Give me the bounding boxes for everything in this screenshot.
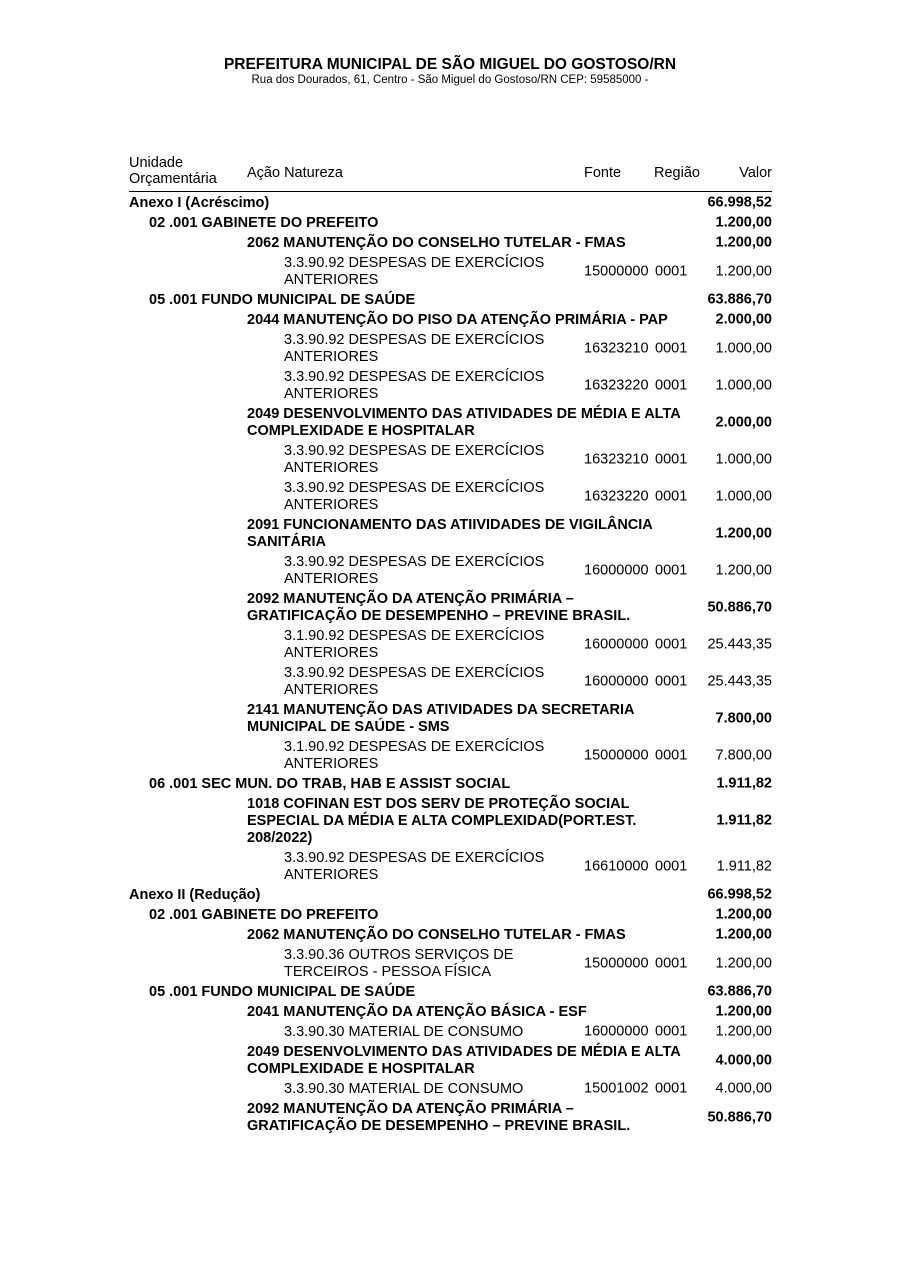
row-valor: 1.200,00: [715, 1003, 772, 1020]
unidade-row: [129, 290, 772, 310]
row-description: Anexo II (Redução): [129, 886, 261, 903]
natureza-row: [129, 552, 772, 589]
row-fonte: 16000000: [584, 636, 649, 652]
row-description: 3.3.90.92 DESPESAS DE EXERCÍCIOS ANTERIORES: [284, 331, 545, 365]
row-fonte: 16323210: [584, 340, 649, 356]
row-regiao: 0001: [655, 673, 688, 689]
row-valor: 2.000,00: [715, 311, 772, 328]
natureza-row: [129, 478, 772, 515]
row-description: 3.3.90.92 DESPESAS DE EXERCÍCIOS ANTERIORES: [284, 849, 545, 883]
column-valor: Valor: [739, 165, 772, 181]
natureza-row: [129, 1079, 772, 1099]
row-description: 05 .001 FUNDO MUNICIPAL DE SAÚDE: [149, 291, 416, 308]
row-description: 06 .001 SEC MUN. DO TRAB, HAB E ASSIST SOCIAL: [149, 775, 511, 792]
row-valor: 63.886,70: [707, 983, 772, 1000]
row-fonte: 16000000: [584, 1023, 649, 1040]
table-header: [129, 155, 772, 192]
acao-row: [129, 1002, 772, 1022]
row-description: 1018 COFINAN EST DOS SERV DE PROTEÇÃO SOCIAL ESPECIAL DA MÉDIA E ALTA COMPLEXIDAD(PORT.EST. 208/2022): [247, 795, 637, 846]
natureza-row: [129, 737, 772, 774]
row-fonte: 16000000: [584, 562, 649, 578]
row-regiao: 0001: [655, 562, 688, 578]
row-valor: 4.000,00: [715, 1080, 772, 1097]
budget-table: [129, 193, 772, 1136]
row-valor: 7.800,00: [715, 710, 772, 726]
acao-row: [129, 589, 772, 626]
row-description: 3.3.90.92 DESPESAS DE EXERCÍCIOS ANTERIORES: [284, 553, 545, 587]
row-description: 2044 MANUTENÇÃO DO PISO DA ATENÇÃO PRIMÁRIA - PAP: [247, 311, 668, 328]
anexo-row: [129, 885, 772, 905]
row-description: 3.1.90.92 DESPESAS DE EXERCÍCIOS ANTERIORES: [284, 627, 545, 661]
row-regiao: 0001: [655, 451, 688, 467]
row-regiao: 0001: [655, 747, 688, 763]
row-description: 3.3.90.92 DESPESAS DE EXERCÍCIOS ANTERIORES: [284, 442, 545, 476]
row-fonte: 15001002: [584, 1080, 649, 1097]
row-fonte: 16000000: [584, 673, 649, 689]
row-valor: 1.200,00: [715, 562, 772, 578]
row-description: 2049 DESENVOLVIMENTO DAS ATIVIDADES DE MÉDIA E ALTA COMPLEXIDADE E HOSPITALAR: [247, 1043, 681, 1077]
unidade-row: [129, 982, 772, 1002]
row-description: 2041 MANUTENÇÃO DA ATENÇÃO BÁSICA - ESF: [247, 1003, 587, 1020]
row-description: 3.3.90.36 OUTROS SERVIÇOS DE TERCEIROS - PESSOA FÍSICA: [284, 946, 514, 980]
unidade-row: [129, 774, 772, 794]
row-fonte: 16610000: [584, 858, 649, 874]
row-valor: 1.000,00: [715, 377, 772, 393]
row-valor: 50.886,70: [707, 599, 772, 615]
row-valor: 1.911,82: [716, 775, 772, 792]
row-regiao: 0001: [655, 340, 688, 356]
row-valor: 1.200,00: [715, 234, 772, 251]
row-description: 2091 FUNCIONAMENTO DAS ATIIVIDADES DE VIGILÂNCIA SANITÁRIA: [247, 516, 653, 550]
row-regiao: 0001: [655, 1023, 688, 1040]
natureza-row: [129, 663, 772, 700]
natureza-row: [129, 441, 772, 478]
unidade-row: [129, 213, 772, 233]
row-fonte: 15000000: [584, 955, 649, 971]
row-description: 3.1.90.92 DESPESAS DE EXERCÍCIOS ANTERIORES: [284, 738, 545, 772]
column-regiao: Região: [654, 165, 700, 181]
natureza-row: [129, 945, 772, 982]
natureza-row: [129, 367, 772, 404]
natureza-row: [129, 253, 772, 290]
unidade-row: [129, 905, 772, 925]
row-valor: 1.000,00: [715, 488, 772, 504]
row-valor: 4.000,00: [715, 1052, 772, 1068]
natureza-row: [129, 848, 772, 885]
row-valor: 1.000,00: [715, 340, 772, 356]
row-fonte: 16323210: [584, 451, 649, 467]
row-regiao: 0001: [655, 488, 688, 504]
row-valor: 1.911,82: [716, 858, 772, 874]
column-acao-natureza: Ação Natureza: [247, 165, 343, 181]
acao-row: [129, 310, 772, 330]
row-valor: 63.886,70: [707, 291, 772, 308]
row-regiao: 0001: [655, 377, 688, 393]
row-valor: 2.000,00: [715, 414, 772, 430]
row-description: 3.3.90.92 DESPESAS DE EXERCÍCIOS ANTERIORES: [284, 664, 545, 698]
row-fonte: 15000000: [584, 747, 649, 763]
natureza-row: [129, 1022, 772, 1042]
acao-row: [129, 404, 772, 441]
row-valor: 1.200,00: [715, 263, 772, 279]
acao-row: [129, 233, 772, 253]
row-description: 2092 MANUTENÇÃO DA ATENÇÃO PRIMÁRIA – GRATIFICAÇÃO DE DESEMPENHO – PREVINE BRASIL.: [247, 590, 631, 624]
row-regiao: 0001: [655, 858, 688, 874]
row-description: 2141 MANUTENÇÃO DAS ATIVIDADES DA SECRETARIA MUNICIPAL DE SAÚDE - SMS: [247, 701, 634, 735]
acao-row: [129, 700, 772, 737]
row-valor: 25.443,35: [707, 636, 772, 652]
column-fonte: Fonte: [584, 165, 622, 181]
row-valor: 1.200,00: [715, 525, 772, 541]
row-description: 3.3.90.92 DESPESAS DE EXERCÍCIOS ANTERIORES: [284, 254, 545, 288]
row-description: 3.3.90.92 DESPESAS DE EXERCÍCIOS ANTERIORES: [284, 479, 545, 513]
acao-row: [129, 794, 772, 848]
row-description: 2092 MANUTENÇÃO DA ATENÇÃO PRIMÁRIA – GRATIFICAÇÃO DE DESEMPENHO – PREVINE BRASIL.: [247, 1100, 631, 1134]
row-description: 2049 DESENVOLVIMENTO DAS ATIVIDADES DE MÉDIA E ALTA COMPLEXIDADE E HOSPITALAR: [247, 405, 681, 439]
row-regiao: 0001: [655, 955, 688, 971]
document-address: Rua dos Dourados, 61, Centro - São Miguel do Gostoso/RN CEP: 59585000 -: [251, 74, 649, 86]
row-regiao: 0001: [655, 636, 688, 652]
row-description: 3.3.90.92 DESPESAS DE EXERCÍCIOS ANTERIORES: [284, 368, 545, 402]
document-title: PREFEITURA MUNICIPAL DE SÃO MIGUEL DO GOSTOSO/RN: [223, 56, 677, 73]
row-description: 02 .001 GABINETE DO PREFEITO: [149, 214, 379, 231]
row-description: 2062 MANUTENÇÃO DO CONSELHO TUTELAR - FMAS: [247, 926, 626, 943]
row-description: 3.3.90.30 MATERIAL DE CONSUMO: [284, 1080, 524, 1097]
row-valor: 1.911,82: [716, 812, 772, 829]
row-valor: 1.200,00: [715, 1023, 772, 1040]
row-valor: 1.200,00: [715, 926, 772, 943]
row-regiao: 0001: [655, 263, 688, 279]
row-fonte: 16323220: [584, 377, 649, 393]
row-valor: 1.200,00: [715, 906, 772, 923]
row-description: 3.3.90.30 MATERIAL DE CONSUMO: [284, 1023, 524, 1040]
column-unidade: Unidade Orçamentária: [129, 155, 217, 187]
natureza-row: [129, 626, 772, 663]
row-description: 2062 MANUTENÇÃO DO CONSELHO TUTELAR - FMAS: [247, 234, 626, 251]
acao-row: [129, 1042, 772, 1079]
row-valor: 7.800,00: [715, 747, 772, 763]
natureza-row: [129, 330, 772, 367]
anexo-row: [129, 193, 772, 213]
row-valor: 66.998,52: [707, 886, 772, 903]
row-valor: 1.000,00: [715, 451, 772, 467]
row-description: 02 .001 GABINETE DO PREFEITO: [149, 906, 379, 923]
acao-row: [129, 515, 772, 552]
row-valor: 1.200,00: [715, 955, 772, 971]
acao-row: [129, 925, 772, 945]
row-description: 05 .001 FUNDO MUNICIPAL DE SAÚDE: [149, 983, 416, 1000]
acao-row: [129, 1099, 772, 1136]
row-valor: 66.998,52: [707, 194, 772, 211]
row-valor: 1.200,00: [715, 214, 772, 231]
row-fonte: 16323220: [584, 488, 649, 504]
row-valor: 50.886,70: [707, 1109, 772, 1125]
row-valor: 25.443,35: [707, 673, 772, 689]
row-regiao: 0001: [655, 1080, 688, 1097]
row-description: Anexo I (Acréscimo): [129, 194, 270, 211]
row-fonte: 15000000: [584, 263, 649, 279]
